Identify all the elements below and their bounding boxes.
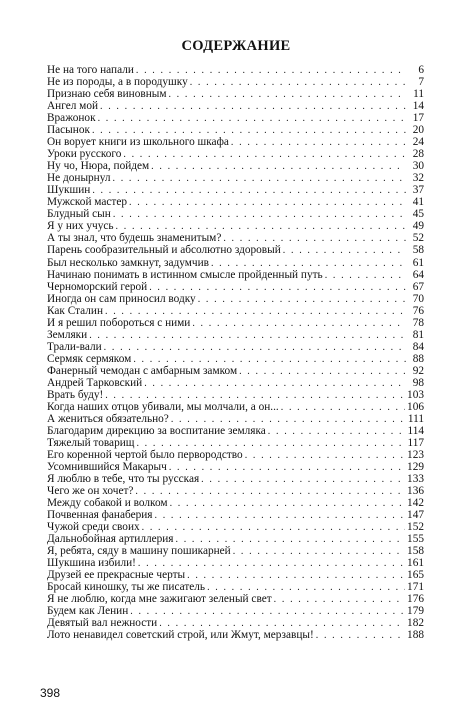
toc-entry-page: 11 (413, 88, 424, 101)
toc-entry-title: Был несколько замкнут, задумчив (47, 256, 209, 269)
dot-leader (187, 570, 405, 581)
dot-leader (176, 534, 406, 545)
dot-leader (281, 402, 405, 413)
toc-entry (47, 196, 424, 208)
toc-entry (47, 64, 424, 76)
dot-leader (155, 510, 406, 521)
toc-entry-page: 161 (407, 557, 424, 570)
dot-leader (98, 113, 406, 124)
toc-entry (47, 605, 424, 617)
toc-entry-title: И я решил побороться с ними (47, 316, 191, 329)
toc-entry-page: 188 (407, 629, 424, 642)
dot-leader (138, 558, 405, 569)
toc-entry-title: Не донырнул (47, 172, 111, 185)
toc-entry-title: Вражонок (47, 112, 96, 125)
dot-leader (105, 390, 405, 401)
toc-entry-title: Парень сообразительный и абсолютно здоровый (47, 244, 281, 257)
toc-entry (47, 509, 424, 521)
toc-entry-page: 103 (407, 388, 424, 401)
toc-entry (47, 545, 424, 557)
toc-entry-title: Друзей ее прекрасные черты (47, 569, 186, 582)
toc-entry-title: Чего же он хочет? (47, 485, 134, 498)
dot-leader (171, 414, 406, 425)
toc-entry (47, 257, 424, 269)
toc-entry-page: 20 (412, 124, 424, 137)
toc-entry (47, 461, 424, 473)
toc-entry-page: 7 (418, 76, 424, 89)
toc-entry-page: 64 (412, 268, 424, 281)
dot-leader (239, 366, 406, 377)
page-title: СОДЕРЖАНИЕ (181, 38, 291, 54)
toc-entry-title: Дальнобойная артиллерия (47, 533, 174, 546)
toc-entry-page: 45 (412, 208, 424, 221)
dot-leader (89, 330, 406, 341)
dot-leader (123, 149, 406, 160)
dot-leader (211, 258, 406, 269)
dot-leader (223, 233, 406, 244)
dot-leader (325, 270, 406, 281)
toc-entry-page: 81 (412, 328, 424, 341)
toc-entry-title: Я у них учусь (47, 220, 114, 233)
toc-entry-title: Бросай киношку, ты же писатель (47, 581, 206, 594)
toc-entry (47, 365, 424, 377)
toc-entry (47, 329, 424, 341)
dot-leader (231, 137, 406, 148)
toc-entry-page: 84 (412, 340, 424, 353)
toc-entry-title: Врать буду! (47, 388, 104, 401)
toc-entry (47, 497, 424, 509)
toc-entry-page: 152 (407, 521, 424, 534)
dot-leader (105, 306, 406, 317)
toc-entry-page: 61 (412, 256, 424, 269)
toc-entry-page: 76 (412, 304, 424, 317)
toc-entry-page: 129 (407, 461, 424, 474)
dot-leader (100, 101, 406, 112)
toc-entry-page: 6 (418, 64, 424, 76)
toc-entry-page: 165 (407, 569, 424, 582)
toc-entry (47, 160, 424, 172)
dot-leader (130, 606, 405, 617)
dot-leader (113, 173, 406, 184)
toc-entry-title: Усомнившийся Макарыч (47, 461, 167, 474)
dot-leader (207, 582, 405, 593)
toc-entry-page: 117 (407, 436, 424, 449)
toc-entry (47, 244, 424, 256)
toc-entry-title: Пасынок (47, 124, 90, 137)
toc-entry-page: 49 (412, 220, 424, 233)
toc-entry (47, 100, 424, 112)
toc-entry-page: 32 (412, 172, 424, 185)
dot-leader (233, 546, 405, 557)
toc-entry-title: Ну чо, Нюра, пойдем (47, 160, 150, 173)
toc-entry-page: 179 (407, 605, 424, 618)
toc-entry-title: А жениться обязательно? (47, 412, 169, 425)
toc-entry-page: 114 (407, 424, 424, 437)
toc-entry (47, 449, 424, 461)
toc-entry-title: Между собакой и волком (47, 497, 168, 510)
dot-leader (136, 65, 406, 76)
toc-entry-page: 41 (412, 196, 424, 209)
toc-entry-page: 106 (407, 400, 424, 413)
toc-entry-title: Он ворует книги из школьного шкафа (47, 136, 229, 149)
toc-entry (47, 172, 424, 184)
dot-leader (192, 318, 406, 329)
dot-leader (104, 342, 406, 353)
toc-entry (47, 521, 424, 533)
toc-entry-title: Тяжелый товарищ (47, 436, 135, 449)
toc-entry-page: 98 (412, 376, 424, 389)
toc-entry (47, 281, 424, 293)
toc-entry-title: Благодарим дирекцию за воспитание земляка (47, 424, 266, 437)
toc-entry-page: 88 (412, 352, 424, 365)
toc-entry-title: Не из породы, а в породушку (47, 76, 188, 89)
toc-entry-page: 158 (407, 545, 424, 558)
toc-entry-page: 24 (412, 136, 424, 149)
toc-entry (47, 341, 424, 353)
toc-entry (47, 425, 424, 437)
toc-entry-title: Земляки (47, 328, 88, 341)
dot-leader (283, 245, 406, 256)
toc-entry (47, 593, 424, 605)
toc-entry-title: Ангел мой (47, 100, 99, 113)
toc-entry-title: Девятый вал нежности (47, 617, 158, 630)
toc-entry-title: Шукшина избили! (47, 557, 136, 570)
dot-leader (159, 618, 405, 629)
toc-entry-title: Когда наших отцов убивали, мы молчали, а он... (47, 400, 279, 413)
toc-entry-page: 52 (412, 232, 424, 245)
toc-entry-page: 92 (412, 364, 424, 377)
toc-entry (47, 401, 424, 413)
toc-entry-page: 30 (412, 160, 424, 173)
dot-leader (274, 594, 405, 605)
toc-entry-title: А ты знал, что будешь знаменитым? (47, 232, 222, 245)
toc-entry-page: 136 (407, 485, 424, 498)
toc-entry-page: 17 (412, 112, 424, 125)
toc-entry (47, 473, 424, 485)
toc-entry-page: 142 (407, 497, 424, 510)
toc-entry (47, 389, 424, 401)
dot-leader (113, 209, 406, 220)
dot-leader (133, 354, 406, 365)
dot-leader (190, 77, 406, 88)
toc-entry-title: Лото ненавидел советский строй, или Жмут, мерзавцы! (47, 629, 314, 642)
toc-entry (47, 353, 424, 365)
table-of-contents (47, 64, 424, 642)
toc-entry-title: Его коренной чертой было первородство (47, 449, 243, 461)
toc-entry-title: Не на того напали (47, 64, 134, 76)
toc-entry-title: Почвенная фанаберия (47, 509, 153, 522)
toc-entry-title: Трали-вали (47, 340, 102, 353)
dot-leader (168, 89, 406, 100)
toc-entry-page: 37 (412, 184, 424, 197)
toc-entry-page: 133 (407, 473, 424, 486)
dot-leader (136, 438, 405, 449)
toc-entry (47, 269, 424, 281)
toc-entry-page: 147 (407, 509, 424, 522)
toc-entry (47, 305, 424, 317)
toc-entry (47, 232, 424, 244)
toc-entry-page: 155 (407, 533, 424, 546)
toc-entry (47, 220, 424, 232)
toc-entry (47, 208, 424, 220)
toc-entry (47, 485, 424, 497)
dot-leader (151, 161, 406, 172)
toc-entry-title: Сермяк сермяком (47, 352, 132, 365)
dot-leader (116, 221, 406, 232)
toc-entry-title: Черноморский герой (47, 280, 148, 293)
dot-leader (135, 486, 405, 497)
toc-entry (47, 437, 424, 449)
toc-entry-title: Я люблю в тебе, что ты русская (47, 473, 200, 486)
toc-entry (47, 124, 424, 136)
toc-entry-title: Иногда он сам приносил водку (47, 292, 196, 305)
toc-entry-page: 171 (407, 581, 424, 594)
toc-entry-title: Мужской мастер (47, 196, 128, 209)
toc-entry (47, 413, 424, 425)
toc-entry-title: Я, ребята, сяду в машину пошикарней (47, 545, 231, 558)
toc-entry (47, 88, 424, 100)
dot-leader (245, 450, 405, 461)
toc-entry (47, 617, 424, 629)
toc-entry-page: 176 (407, 593, 424, 606)
dot-leader (201, 474, 405, 485)
dot-leader (170, 498, 405, 509)
toc-entry (47, 184, 424, 196)
toc-entry-page: 58 (412, 244, 424, 257)
toc-entry (47, 569, 424, 581)
dot-leader (92, 185, 406, 196)
toc-entry-page: 111 (407, 412, 424, 425)
dot-leader (198, 294, 406, 305)
toc-entry (47, 629, 424, 641)
dot-leader (316, 630, 405, 641)
toc-entry (47, 557, 424, 569)
toc-entry-page: 28 (412, 148, 424, 161)
toc-entry-page: 78 (412, 316, 424, 329)
dot-leader (142, 522, 405, 533)
toc-entry-title: Я не люблю, когда мне зажигают зеленый свет (47, 593, 272, 606)
dot-leader (129, 197, 406, 208)
dot-leader (268, 426, 406, 437)
dot-leader (92, 125, 406, 136)
toc-entry (47, 148, 424, 160)
toc-entry-title: Шукшин (47, 184, 91, 197)
toc-entry (47, 293, 424, 305)
toc-entry (47, 76, 424, 88)
toc-entry (47, 112, 424, 124)
toc-entry-page: 182 (407, 617, 424, 630)
toc-entry-title: Начинаю понимать в истинном смысле пройденный путь (47, 268, 323, 281)
toc-entry-title: Признаю себя виновным (47, 88, 167, 101)
toc-entry (47, 317, 424, 329)
dot-leader (169, 462, 405, 473)
toc-entry-title: Фанерный чемодан с амбарным замком (47, 364, 238, 377)
dot-leader (149, 282, 406, 293)
toc-entry (47, 136, 424, 148)
toc-entry-title: Андрей Тарковский (47, 376, 143, 389)
toc-entry-title: Блудный сын (47, 208, 111, 221)
toc-entry-title: Как Сталин (47, 304, 104, 317)
toc-entry-page: 123 (407, 449, 424, 461)
toc-entry-page: 14 (412, 100, 424, 113)
toc-entry-page: 67 (412, 280, 424, 293)
toc-entry-title: Уроки русского (47, 148, 122, 161)
toc-entry (47, 533, 424, 545)
toc-entry (47, 377, 424, 389)
page-number: 398 (40, 686, 61, 700)
toc-entry-title: Будем как Ленин (47, 605, 129, 618)
toc-entry-page: 70 (412, 292, 424, 305)
dot-leader (144, 378, 406, 389)
toc-entry-title: Чужой среди своих (47, 521, 140, 534)
toc-entry (47, 581, 424, 593)
